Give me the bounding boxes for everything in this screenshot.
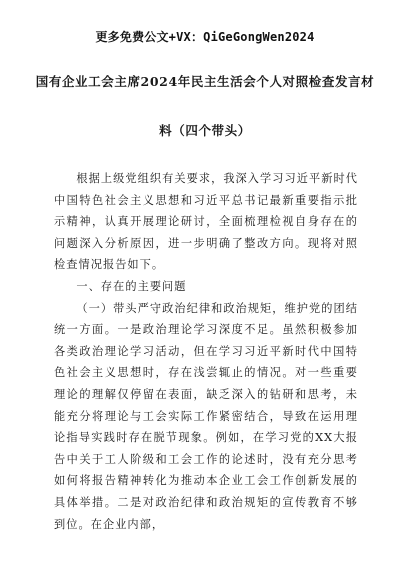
document-title-line-2: 料（四个带头） <box>159 123 251 138</box>
document-title-line-1: 国有企业工会主席2024年民主生活会个人对照检查发言材 <box>35 74 375 89</box>
section-heading: 一、存在的主要问题 <box>76 279 187 293</box>
document-body <box>54 168 358 535</box>
watermark-text: 更多免费公文+VX：QiGeGongWen2024 <box>95 30 315 44</box>
intro-paragraph: 根据上级党组织有关要求，我深入学习习近平新时代中国特色社会主义思想和习近平总书记最新重要指示批示精神，认真开展理论研讨，全面梳理检视自身存在的问题深入分析原因，进一步明确了整改方向。现将对照检查情况报告如下。 <box>54 172 358 272</box>
body-paragraph: （一）带头严守政治纪律和政治规矩，维护党的团结统一方面。一是政治理论学习深度不足。虽然积极参加各类政治理论学习活动，但在学习习近平新时代中国特色社会主义思想时，存在浅尝辄止的情况。对一些重要理论的理解仅停留在表面，缺乏深入的钻研和思考，未能充分将理论与工会实际工作紧密结合，导致在运用理论指导实践时存在脱节现象。例如，在学习党的XX大报告中关于工人阶级和工会工作的论述时，没有充分思考如何将报告精神转化为推动本企业工会工作创新发展的具体举措。二是对政治纪律和政治规矩的宣传教育不够到位。在企业内部， <box>54 301 358 531</box>
